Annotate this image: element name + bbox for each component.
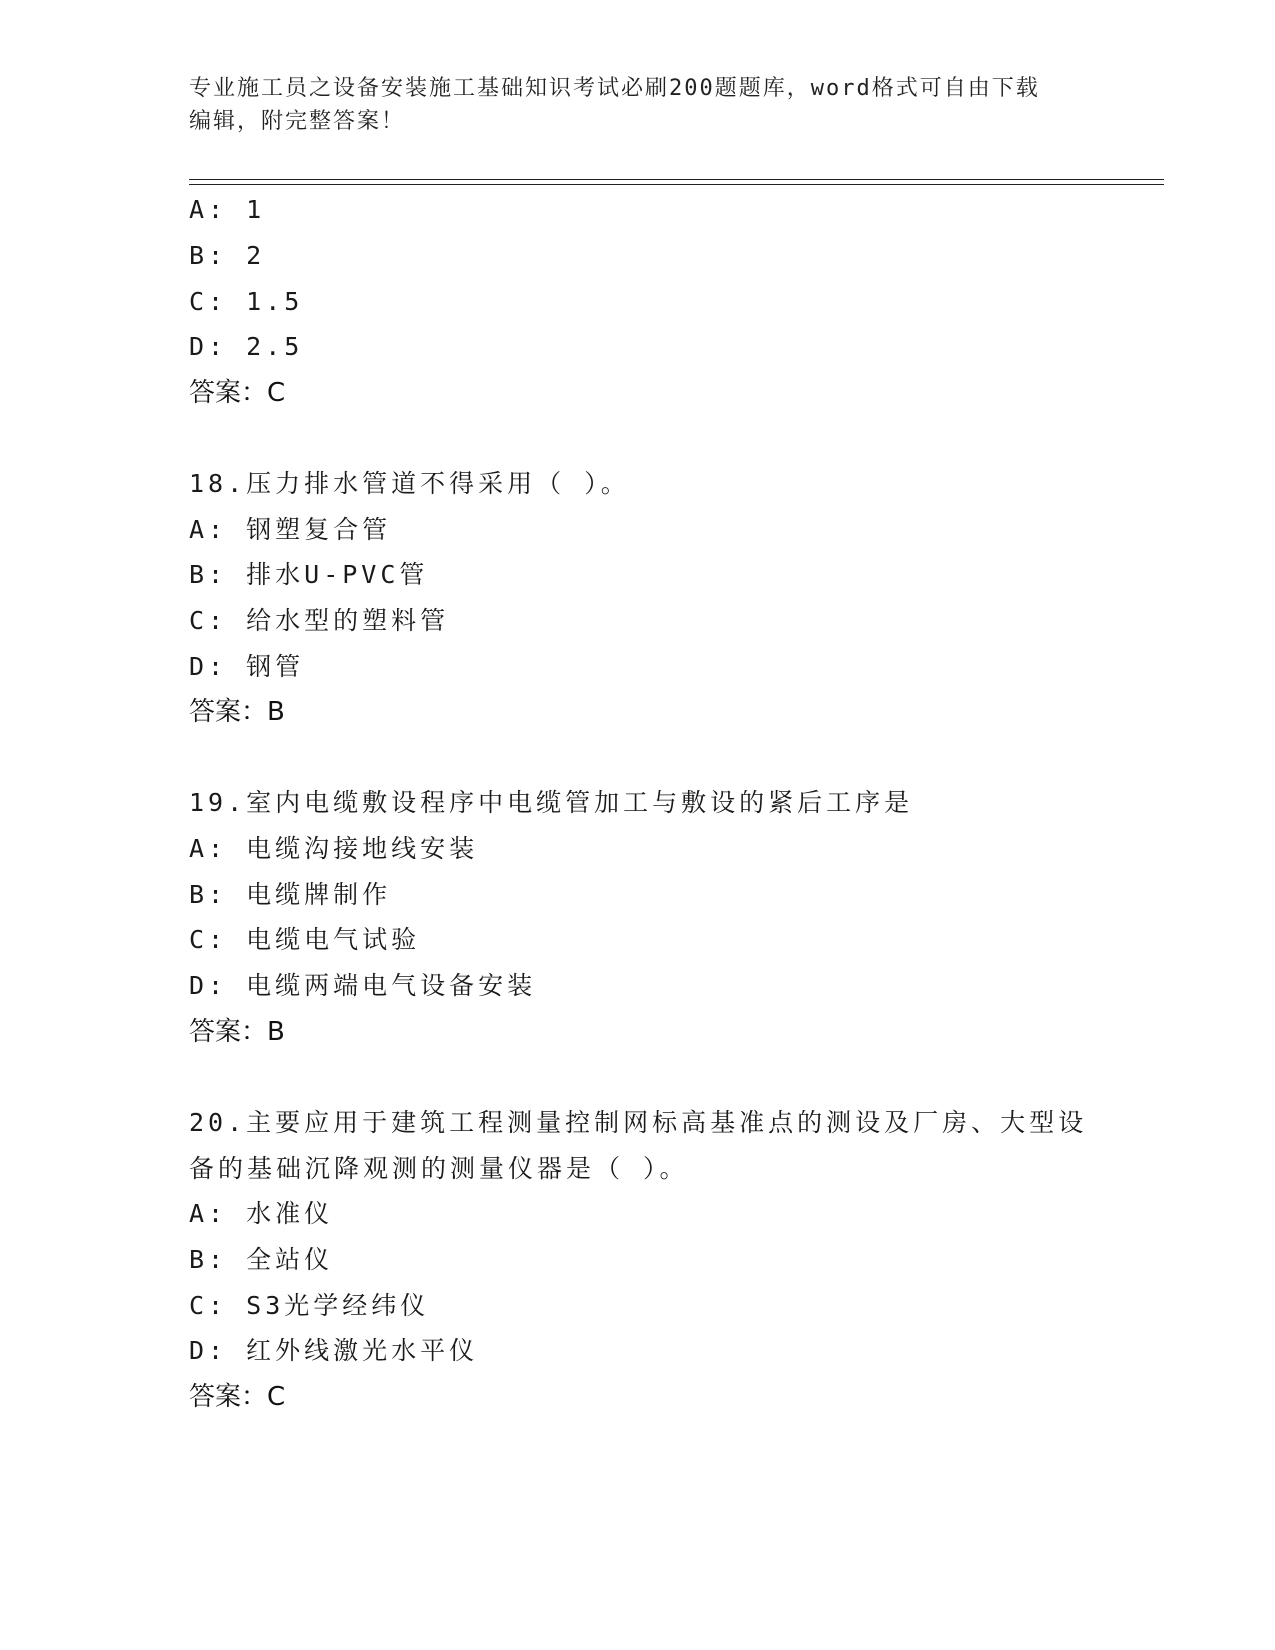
q20-option-c: C: S3光学经纬仪 [189, 1291, 430, 1320]
q18-answer: 答案：B [189, 697, 285, 727]
q19-option-c: C: 电缆电气试验 [189, 925, 421, 954]
q17-option-a: A: 1 [189, 195, 266, 224]
q19-question: 19.室内电缆敷设程序中电缆管加工与敷设的紧后工序是 [189, 788, 914, 817]
q19-answer: 答案：B [189, 1017, 285, 1047]
q20-question-line-2: 备的基础沉降观测的测量仪器是（ ）。 [189, 1154, 689, 1183]
q19-option-d: D: 电缆两端电气设备安装 [189, 971, 537, 1000]
q18-question: 18.压力排水管道不得采用（ ）。 [189, 469, 630, 498]
q20-question-line-1: 20.主要应用于建筑工程测量控制网标高基准点的测设及厂房、大型设 [189, 1108, 1088, 1137]
header-title-line-2: 编辑，附完整答案！ [189, 109, 406, 134]
q17-answer: 答案：C [189, 378, 286, 408]
q20-option-a: A: 水准仪 [189, 1199, 334, 1228]
q20-option-b: B: 全站仪 [189, 1245, 334, 1274]
q17-option-b: B: 2 [189, 241, 266, 270]
header-divider-top [189, 179, 1164, 180]
q18-option-a: A: 钢塑复合管 [189, 515, 392, 544]
q20-answer: 答案：C [189, 1382, 286, 1412]
q18-option-b: B: 排水U-PVC管 [189, 560, 429, 589]
header-divider-bottom [189, 184, 1164, 185]
q18-option-d: D: 钢管 [189, 652, 305, 681]
header-title-line-1: 专业施工员之设备安装施工基础知识考试必刷200题题库，word格式可自由下载 [189, 76, 1040, 101]
q20-option-d: D: 红外线激光水平仪 [189, 1336, 479, 1365]
q17-option-d: D: 2.5 [189, 332, 304, 361]
q18-option-c: C: 给水型的塑料管 [189, 606, 450, 635]
q17-option-c: C: 1.5 [189, 287, 304, 316]
q19-option-a: A: 电缆沟接地线安装 [189, 834, 479, 863]
q19-option-b: B: 电缆牌制作 [189, 880, 392, 909]
document-header [189, 72, 1089, 138]
